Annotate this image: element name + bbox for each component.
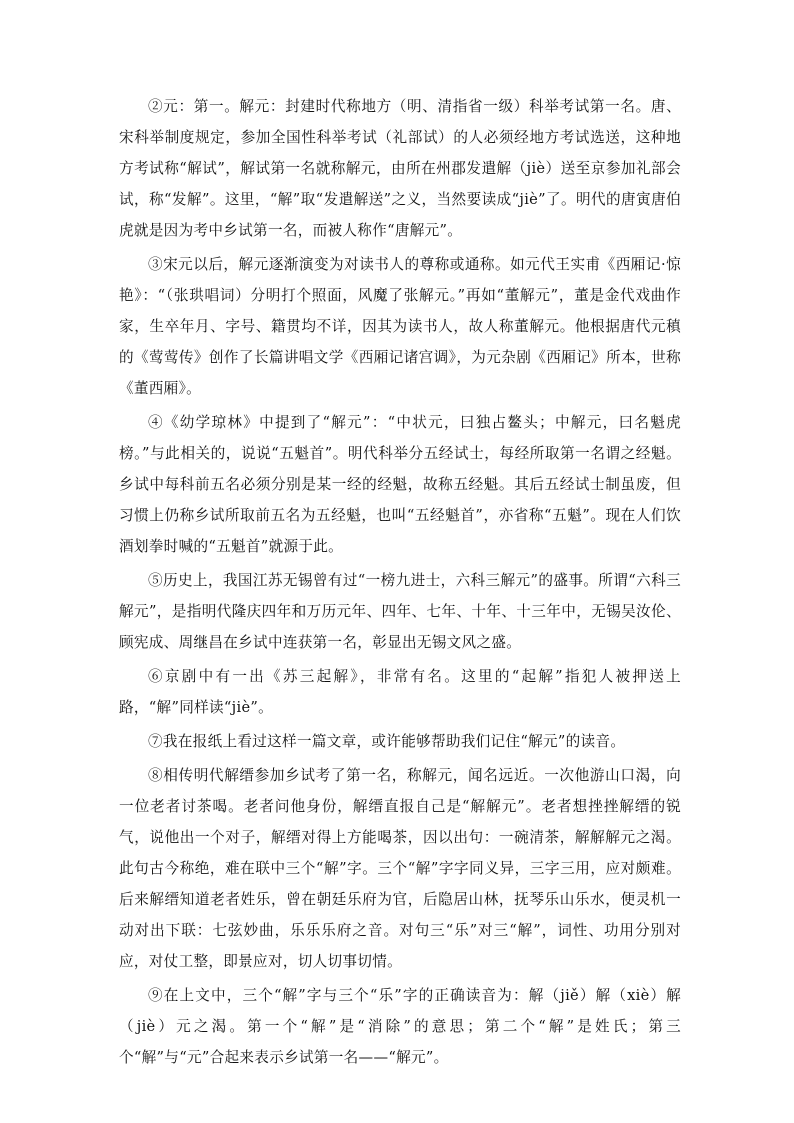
paragraph-4: ④《幼学琼林》中提到了“解元”：“中状元，曰独占鳌头；中解元，曰名魁虎榜。”与此相关的，说说“五魁首”。明代科举分五经试士，每经所取第一名谓之经魁。乡试中每科前五名必须分别是某一经的经魁，故称五经魁。其后五经试士制虽废，但习惯上仍称乡试所取前五名为五经魁，也叫“五经魁首”，亦省称“五魁”。现在人们饮酒划拳时喊的“五魁首”就源于此。 (119, 414, 681, 555)
paragraph-7: ⑦我在报纸上看过这样一篇文章，或许能够帮助我们记住“解元”的读音。 (148, 733, 626, 750)
paragraph-5: ⑤历史上，我国江苏无锡曾有过“一榜九进士，六科三解元”的盛事。所谓“六科三解元”，是指明代隆庆四年和万历元年、四年、七年、十年、十三年中，无锡吴汝伦、顾宪成、周继昌在乡试中连获第一名，彰显出无锡文风之盛。 (119, 572, 681, 651)
document-page (119, 91, 681, 1073)
paragraph-8: ⑧相传明代解缙参加乡试考了第一名，称解元，闻名远近。一次他游山口渴，向一位老者讨茶喝。老者问他身份，解缙直报自己是“解解元”。老者想挫挫解缙的锐气，说他出一个对子，解缙对得上方能喝茶，因以出句：一碗清茶，解解解元之渴。此句古今称绝，难在联中三个“解”字。三个“解”字字同义异，三字三用，应对颇难。后来解缙知道老者姓乐，曾在朝廷乐府为官，后隐居山林，抚琴乐山乐水，便灵机一动对出下联：七弦妙曲，乐乐乐府之音。对句三“乐”对三“解”，词性、功用分别对应，对仗工整，即景应对，切人切事切情。 (119, 767, 681, 970)
paragraph-9: ⑨在上文中，三个“解”字与三个“乐”字的正确读音为：解（jiě）解（xiè）解（jiè）元之渴。第一个“解”是“消除”的意思；第二个“解”是姓氏；第三个“解”与“元”合起来表示乡试第一名——“解元”。 (119, 987, 681, 1066)
paragraph-3: ③宋元以后，解元逐渐演变为对读书人的尊称或通称。如元代王实甫《西厢记·惊艳》：“（张珙唱词）分明打个照面，风魔了张解元。”再如“董解元”，董是金代戏曲作家，生卒年月、字号、籍贯均不详，因其为读书人，故人称董解元。他根据唐代元稹的《莺莺传》创作了长篇讲唱文学《西厢记诸宫调》，为元杂剧《西厢记》所本，世称《董西厢》。 (119, 256, 681, 397)
paragraph-6: ⑥京剧中有一出《苏三起解》，非常有名。这里的“起解”指犯人被押送上路，“解”同样读“jiè”。 (119, 668, 681, 716)
paragraph-2: ②元：第一。解元：封建时代称地方（明、清指省一级）科举考试第一名。唐、宋科举制度规定，参加全国性科举考试（礼部试）的人必须经地方考试选送，这种地方考试称“解试”，解试第一名就称解元，由所在州郡发遣解（jiè）送至京参加礼部会试，称“发解”。这里，“解”取“发遣解送”之义，当然要读成“jiè”了。明代的唐寅唐伯虎就是因为考中乡试第一名，而被人称作“唐解元”。 (119, 98, 681, 239)
